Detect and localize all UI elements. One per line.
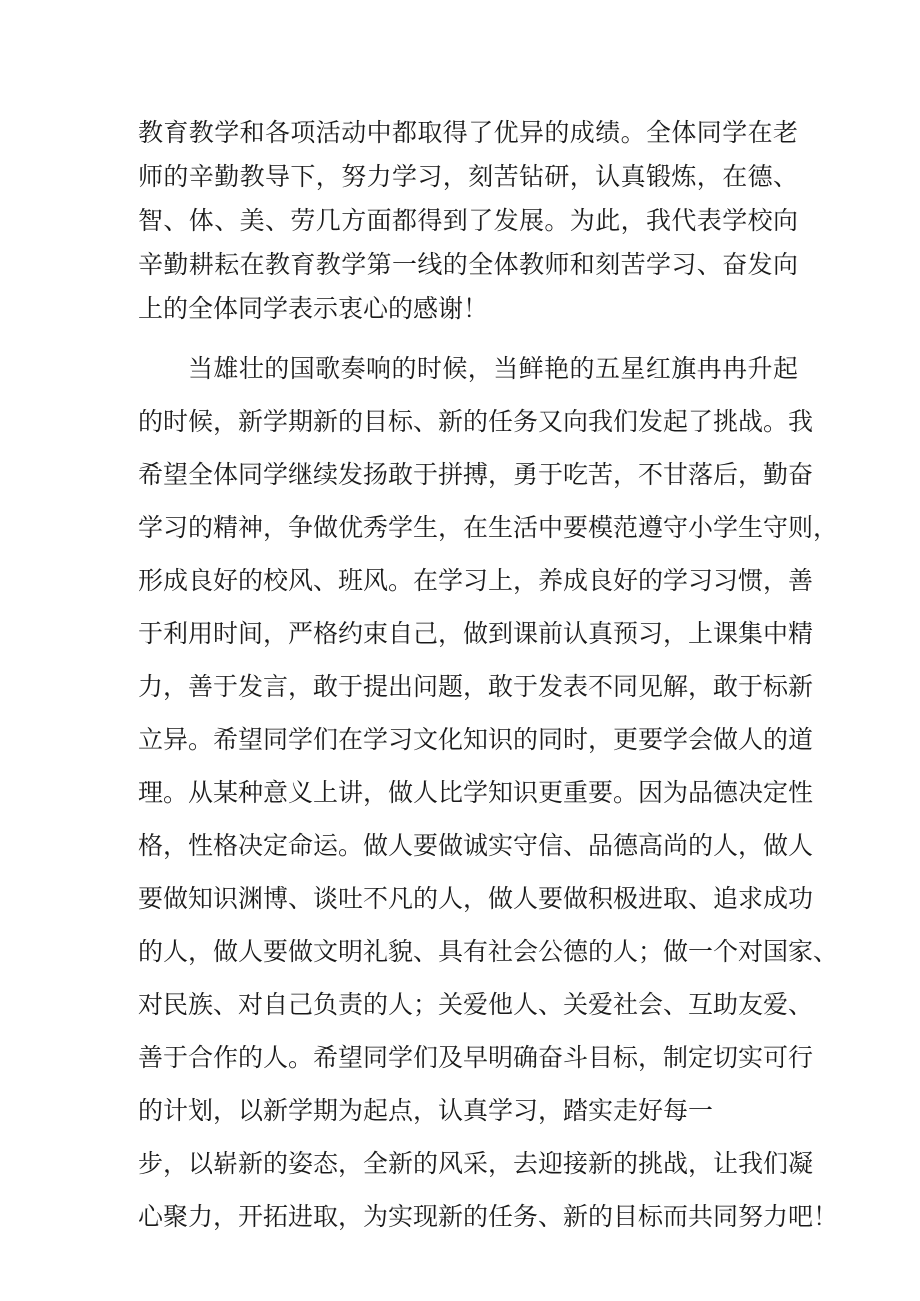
body-text-line: 力，善于发言，敢于提出问题，敢于发表不同见解，敢于标新 bbox=[138, 672, 814, 701]
body-text-line: 于利用时间，严格约束自己，做到课前认真预习，上课集中精 bbox=[138, 619, 814, 648]
body-text-line: 上的全体同学表示衷心的感谢！ bbox=[138, 294, 489, 323]
body-text-line: 对民族、对自己负责的人；关爱他人、关爱社会、互助友爱、 bbox=[138, 990, 814, 1019]
body-text-line: 立异。希望同学们在学习文化知识的同时，更要学会做人的道 bbox=[138, 725, 814, 754]
body-text-line: 师的辛勤教导下，努力学习，刻苦钻研，认真锻炼，在德、 bbox=[138, 162, 798, 191]
body-text-line: 学习的精神，争做优秀学生，在生活中要模范遵守小学生守则， bbox=[138, 513, 839, 542]
body-text-line: 步，以崭新的姿态，全新的风采，去迎接新的挑战，让我们凝 bbox=[138, 1149, 814, 1178]
body-text-line: 希望全体同学继续发扬敢于拼搏，勇于吃苦，不甘落后，勤奋 bbox=[138, 460, 814, 489]
body-text-line: 形成良好的校风、班风。在学习上，养成良好的学习习惯，善 bbox=[138, 566, 814, 595]
body-text-line: 善于合作的人。希望同学们及早明确奋斗目标，制定切实可行 bbox=[138, 1043, 814, 1072]
body-text-line: 的计划，以新学期为起点，认真学习，踏实走好每一 bbox=[138, 1096, 714, 1125]
body-text-line: 辛勤耕耘在教育教学第一线的全体教师和刻苦学习、奋发向 bbox=[138, 250, 798, 279]
body-text-line: 要做知识渊博、谈吐不凡的人，做人要做积极进取、追求成功 bbox=[138, 884, 814, 913]
body-text-line: 的人，做人要做文明礼貌、具有社会公德的人；做一个对国家、 bbox=[138, 937, 839, 966]
body-text-line: 当雄壮的国歌奏响的时候，当鲜艳的五星红旗冉冉升起 bbox=[188, 354, 798, 383]
body-text-line: 教育教学和各项活动中都取得了优异的成绩。全体同学在老 bbox=[138, 118, 798, 147]
body-text-line: 格，性格决定命运。做人要做诚实守信、品德高尚的人，做人 bbox=[138, 831, 814, 860]
body-text-line: 心聚力，开拓进取，为实现新的任务、新的目标而共同努力吧！ bbox=[138, 1202, 839, 1231]
body-text-line: 智、体、美、劳几方面都得到了发展。为此，我代表学校向 bbox=[138, 206, 798, 235]
body-text-line: 理。从某种意义上讲，做人比学知识更重要。因为品德决定性 bbox=[138, 778, 814, 807]
body-text-line: 的时候，新学期新的目标、新的任务又向我们发起了挑战。我 bbox=[138, 407, 814, 436]
